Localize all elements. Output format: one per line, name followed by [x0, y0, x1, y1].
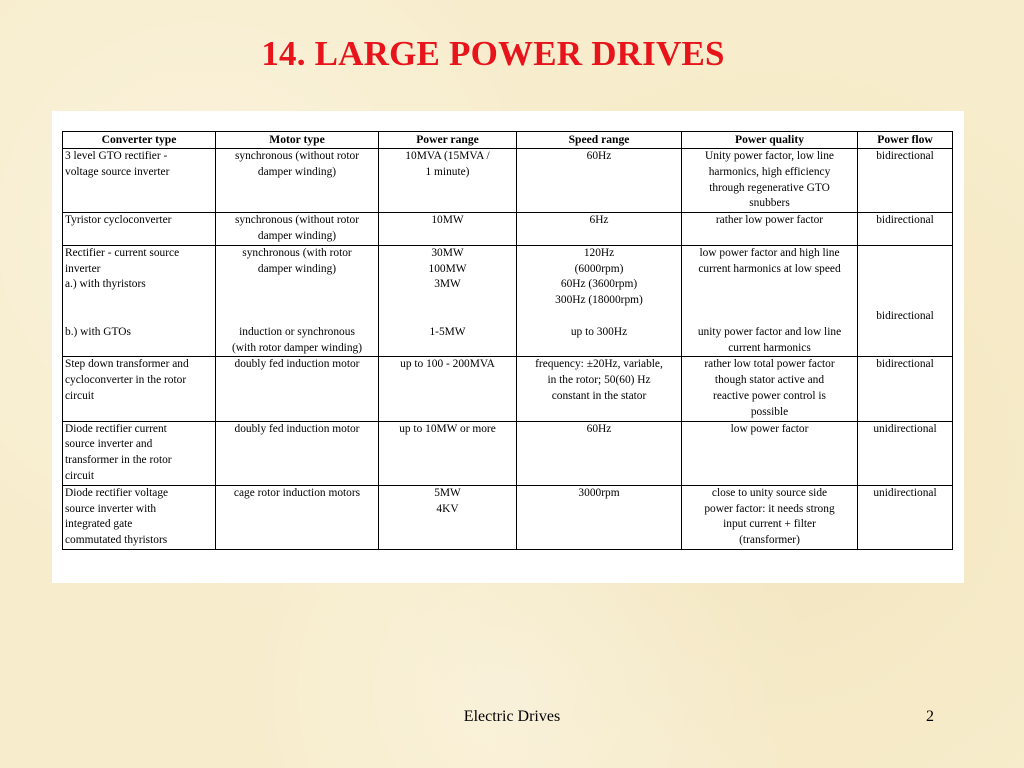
cell-speed-range	[517, 149, 682, 213]
cell-line: constant in the stator	[551, 389, 647, 402]
cell-line: up to 10MW or more	[399, 422, 496, 435]
cell-converter-type	[63, 149, 216, 213]
header-power-range: Power range	[379, 132, 517, 149]
cell-line: integrated gate	[65, 518, 133, 531]
cell-line: 10MW	[431, 214, 464, 227]
large-power-drives-table	[62, 131, 953, 550]
cell-power-flow	[858, 149, 953, 213]
cell-line: 1-5MW	[429, 325, 466, 338]
cell-line: b.) with GTOs	[65, 325, 131, 338]
cell-power-flow	[858, 421, 953, 485]
cell-line	[381, 309, 514, 325]
cell-line: Tyristor cycloconverter	[65, 214, 172, 227]
cell-line: Step down transformer and	[65, 358, 189, 371]
cell-line: cycloconverter in the rotor	[65, 374, 187, 387]
page-number: 2	[926, 708, 934, 725]
cell-line: transformer in the rotor	[65, 454, 172, 467]
cell-line: 3 level GTO rectifier -	[65, 150, 168, 162]
cell-motor-type	[216, 213, 379, 246]
cell-line: bidirectional	[876, 309, 934, 322]
cell-line: bidirectional	[876, 358, 934, 371]
cell-line	[65, 293, 213, 309]
cell-power-quality	[682, 149, 858, 213]
cell-line: low power factor and high line	[699, 246, 840, 259]
cell-line: 60Hz (3600rpm)	[560, 278, 638, 291]
cell-line: (with rotor damper winding)	[231, 341, 362, 354]
cell-line: cage rotor induction motors	[233, 486, 361, 499]
cell-line: 3000rpm	[578, 486, 620, 499]
cell-power-quality	[682, 245, 858, 357]
cell-line: 4KV	[436, 502, 459, 515]
cell-power-range	[379, 245, 517, 357]
cell-line	[860, 262, 950, 278]
cell-line: up to 300Hz	[570, 325, 628, 338]
cell-power-range	[379, 485, 517, 549]
cell-line: synchronous (with rotor	[242, 246, 352, 259]
table-row	[63, 357, 953, 421]
cell-line: voltage source inverter	[65, 165, 170, 178]
cell-line: harmonics, high efficiency	[708, 165, 831, 178]
cell-line: rather low total power factor	[704, 358, 835, 371]
cell-line: 300Hz (18000rpm)	[555, 294, 643, 307]
cell-line: through regenerative GTO	[709, 181, 830, 194]
cell-line: bidirectional	[876, 214, 934, 227]
cell-power-range	[379, 357, 517, 421]
cell-power-range	[379, 149, 517, 213]
cell-motor-type	[216, 357, 379, 421]
cell-line: 1 minute)	[425, 165, 470, 178]
cell-line: current harmonics	[728, 341, 811, 354]
cell-line: snubbers	[749, 197, 790, 210]
slide-title: 14. LARGE POWER DRIVES	[261, 34, 725, 73]
cell-line: doubly fed induction motor	[234, 422, 360, 435]
cell-line: 120Hz	[583, 246, 615, 259]
cell-line: though stator active and	[714, 374, 825, 387]
cell-motor-type	[216, 245, 379, 357]
cell-line: in the rotor; 50(60) Hz	[547, 374, 651, 387]
table-panel	[52, 111, 964, 583]
cell-line: possible	[750, 405, 789, 418]
table-row	[63, 245, 953, 357]
cell-line: source inverter with	[65, 502, 157, 515]
cell-line: doubly fed induction motor	[234, 358, 360, 371]
cell-converter-type	[63, 213, 216, 246]
cell-line: power factor: it needs strong	[704, 502, 835, 515]
cell-line: current harmonics at low speed	[698, 262, 841, 275]
cell-line: unidirectional	[873, 486, 937, 499]
header-converter-type: Converter type	[63, 132, 216, 149]
cell-line: 10MVA (15MVA /	[405, 150, 490, 162]
cell-converter-type	[63, 245, 216, 357]
footer-course-title: Electric Drives	[463, 708, 561, 725]
cell-line	[684, 293, 855, 309]
cell-power-flow	[858, 485, 953, 549]
cell-line: circuit	[65, 469, 95, 482]
cell-line	[218, 277, 376, 293]
cell-line: input current + filter	[723, 518, 816, 531]
cell-speed-range	[517, 485, 682, 549]
header-motor-type: Motor type	[216, 132, 379, 149]
cell-speed-range	[517, 245, 682, 357]
cell-line: 60Hz	[586, 150, 612, 162]
cell-line: unidirectional	[873, 422, 937, 435]
cell-line	[860, 293, 950, 309]
cell-converter-type	[63, 485, 216, 549]
cell-line	[860, 246, 950, 262]
cell-line: Diode rectifier voltage	[65, 486, 169, 499]
cell-converter-type	[63, 357, 216, 421]
cell-power-range	[379, 421, 517, 485]
cell-speed-range	[517, 213, 682, 246]
cell-line: bidirectional	[876, 150, 934, 162]
cell-motor-type	[216, 485, 379, 549]
cell-line	[684, 277, 855, 293]
cell-power-range	[379, 213, 517, 246]
cell-line: damper winding)	[257, 262, 337, 275]
table-header-row	[63, 132, 953, 149]
cell-motor-type	[216, 421, 379, 485]
cell-line: 5MW	[434, 486, 461, 499]
header-speed-range: Speed range	[517, 132, 682, 149]
cell-line: Rectifier - current source	[65, 246, 180, 259]
cell-line: low power factor	[730, 422, 809, 435]
cell-line	[218, 309, 376, 325]
cell-line: synchronous (without rotor	[234, 214, 360, 227]
table-row	[63, 421, 953, 485]
cell-line: circuit	[65, 389, 95, 402]
cell-line	[860, 277, 950, 293]
cell-line: Unity power factor, low line	[705, 150, 834, 162]
table-row	[63, 149, 953, 213]
cell-power-quality	[682, 213, 858, 246]
cell-line: 3MW	[434, 278, 461, 291]
table-row	[63, 485, 953, 549]
cell-line: up to 100 - 200MVA	[400, 358, 495, 371]
cell-line: frequency: ±20Hz, variable,	[535, 358, 663, 371]
cell-line	[381, 293, 514, 309]
cell-power-flow	[858, 245, 953, 357]
cell-line: source inverter and	[65, 438, 153, 451]
cell-line: commutated thyristors	[65, 534, 168, 547]
cell-line: 60Hz	[586, 422, 612, 435]
header-power-quality: Power quality	[682, 132, 858, 149]
cell-line	[519, 309, 679, 325]
cell-line: synchronous (without rotor	[234, 150, 360, 162]
cell-power-flow	[858, 213, 953, 246]
header-power-flow: Power flow	[858, 132, 953, 149]
cell-power-flow	[858, 357, 953, 421]
cell-line: a.) with thyristors	[65, 278, 146, 291]
table-row	[63, 213, 953, 246]
cell-speed-range	[517, 421, 682, 485]
cell-line	[218, 293, 376, 309]
cell-motor-type	[216, 149, 379, 213]
cell-power-quality	[682, 485, 858, 549]
cell-line	[684, 309, 855, 325]
cell-power-quality	[682, 421, 858, 485]
cell-line: induction or synchronous	[239, 325, 355, 338]
cell-line: damper winding)	[257, 229, 337, 242]
cell-line: Diode rectifier current	[65, 422, 167, 435]
cell-line: damper winding)	[257, 165, 337, 178]
cell-line: rather low power factor	[715, 214, 824, 227]
cell-line: 30MW	[431, 246, 464, 259]
cell-line	[65, 309, 213, 325]
cell-line: inverter	[65, 262, 101, 275]
cell-power-quality	[682, 357, 858, 421]
cell-line: (6000rpm)	[574, 262, 624, 275]
cell-line: (transformer)	[739, 534, 800, 547]
cell-line: 100MW	[428, 262, 467, 275]
cell-speed-range	[517, 357, 682, 421]
cell-line: reactive power control is	[713, 389, 826, 402]
cell-line: 6Hz	[589, 214, 609, 227]
cell-line: close to unity source side	[711, 486, 828, 499]
cell-converter-type	[63, 421, 216, 485]
cell-line: unity power factor and low line	[697, 325, 842, 338]
